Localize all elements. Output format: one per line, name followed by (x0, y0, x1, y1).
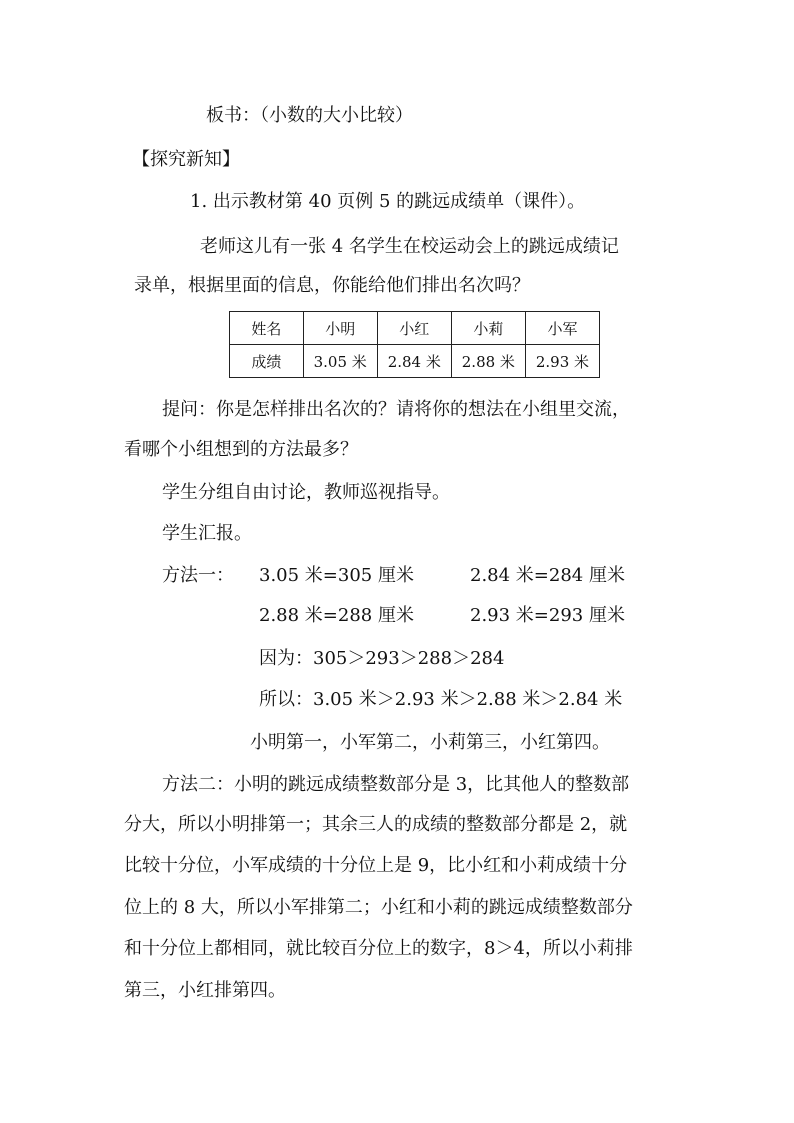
conversion-1: 3.05 米=305 厘米 (259, 565, 414, 586)
table-cell: 姓名 (230, 312, 304, 345)
score-table (229, 311, 600, 378)
discuss-line: 学生分组自由讨论，教师巡视指导。 (162, 482, 450, 503)
question-line-2: 看哪个小组想到的方法最多？ (124, 439, 358, 460)
table-cell: 小军 (525, 312, 599, 345)
table-cell: 2.88 米 (451, 345, 525, 378)
step-1: 1. 出示教材第 40 页例 5 的跳远成绩单（课件）。 (190, 191, 586, 212)
question-line-1: 提问：你是怎样排出名次的？请将你的想法在小组里交流， (162, 399, 630, 420)
table-row (230, 345, 600, 378)
method2-line-5: 和十分位上都相同，就比较百分位上的数字，8＞4，所以小莉排 (124, 938, 633, 959)
method2-line-3: 比较十分位，小军成绩的十分位上是 9，比小红和小莉成绩十分 (124, 855, 628, 876)
because-line: 因为：305＞293＞288＞284 (259, 648, 505, 669)
method2-line-4: 位上的 8 大，所以小军排第二；小红和小莉的跳远成绩整数部分 (124, 897, 633, 918)
table-row (230, 312, 600, 345)
conversion-3: 2.88 米=288 厘米 (259, 605, 414, 626)
table-cell: 小明 (303, 312, 377, 345)
intro-line-1: 老师这儿有一张 4 名学生在校运动会上的跳远成绩记 (200, 236, 619, 257)
table-cell: 2.93 米 (525, 345, 599, 378)
conversion-4: 2.93 米=293 厘米 (470, 605, 625, 626)
so-line: 所以：3.05 米＞2.93 米＞2.88 米＞2.84 米 (259, 689, 623, 710)
table-cell: 小莉 (451, 312, 525, 345)
method2-line-6: 第三，小红排第四。 (124, 980, 286, 1001)
conversion-2: 2.84 米=284 厘米 (470, 565, 625, 586)
table-cell: 3.05 米 (303, 345, 377, 378)
intro-line-2: 录单，根据里面的信息，你能给他们排出名次吗？ (134, 275, 530, 296)
table-cell: 小红 (377, 312, 451, 345)
ranking-line: 小明第一，小军第二，小莉第三，小红第四。 (250, 732, 610, 753)
report-line: 学生汇报。 (162, 523, 252, 544)
table-cell: 2.84 米 (377, 345, 451, 378)
method2-line-1: 方法二：小明的跳远成绩整数部分是 3，比其他人的整数部 (162, 774, 630, 795)
table-cell: 成绩 (230, 345, 304, 378)
method1-label: 方法一： (162, 565, 234, 586)
section-title: 【探究新知】 (132, 149, 240, 170)
blackboard-heading: 板书：（小数的大小比较） (206, 105, 413, 126)
method2-line-2: 分大，所以小明排第一；其余三人的成绩的整数部分都是 2，就 (124, 814, 628, 835)
